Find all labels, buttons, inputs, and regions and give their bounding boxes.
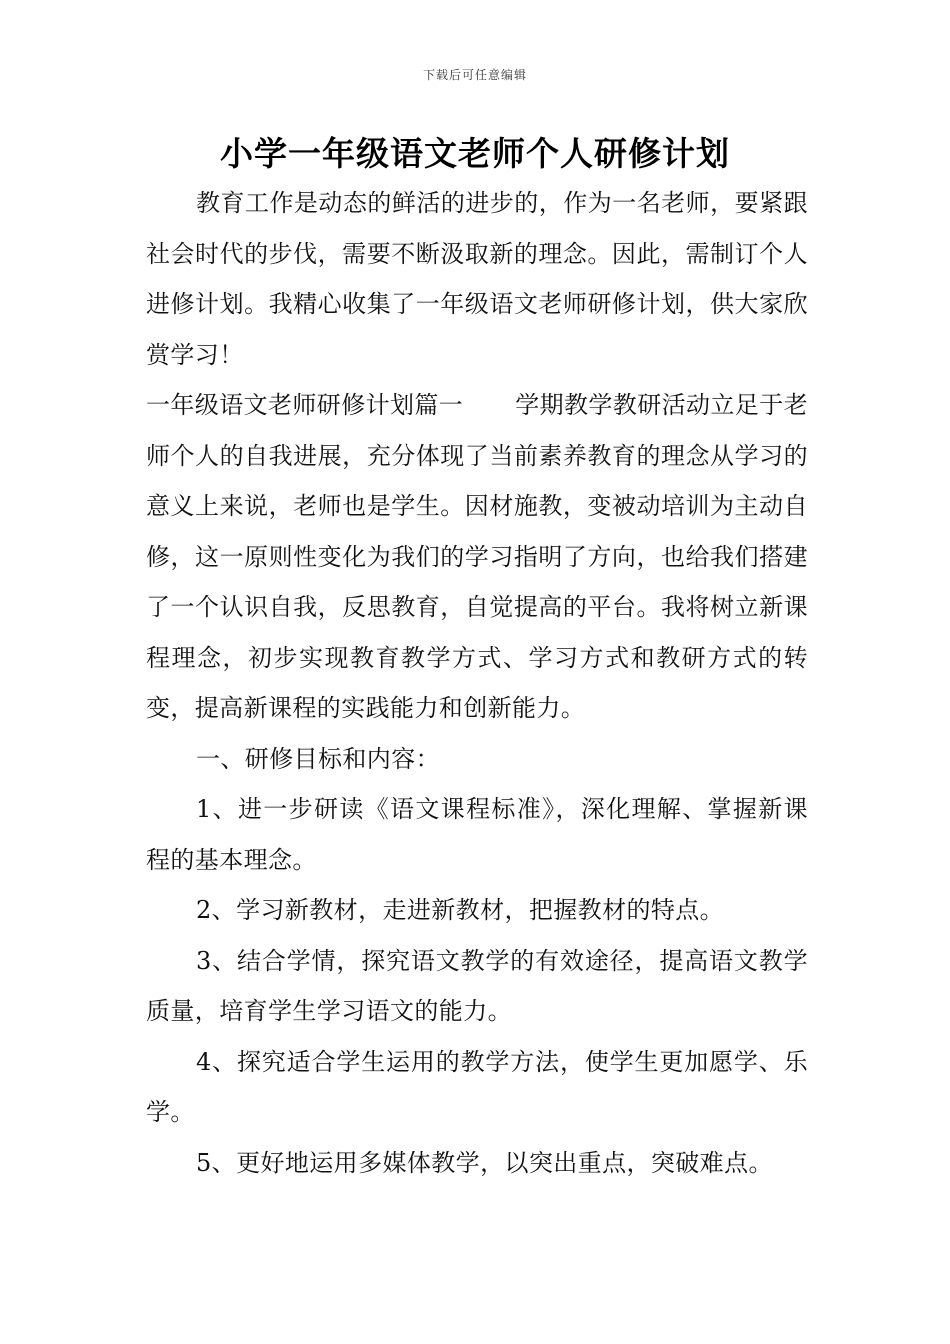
goals-heading: 一、研修目标和内容： xyxy=(196,744,440,773)
document-body xyxy=(146,178,808,1188)
goal-item-5: 5、更好地运用多媒体教学，以突出重点，突破难点。 xyxy=(196,1148,773,1177)
section-paragraph xyxy=(146,380,808,734)
goal-item-1: 1、进一步研读《语文课程标准》，深化理解、掌握新课程的基本理念。 xyxy=(146,795,808,874)
section-heading: 一年级语文老师研修计划篇一 xyxy=(146,391,464,419)
intro-paragraph: 教育工作是动态的鲜活的进步的，作为一名老师，要紧跟社会时代的步伐，需要不断汲取新的理念。因此，需制订个人进修计划。我精心收集了一年级语文老师研修计划，供大家欣赏学习！ xyxy=(146,189,808,369)
header-note: 下载后可任意编辑 xyxy=(422,68,527,82)
document-title: 小学一年级语文老师个人研修计划 xyxy=(220,134,730,173)
goal-item-4: 4、探究适合学生运用的教学方法，使学生更加愿学、乐学。 xyxy=(146,1047,808,1126)
goal-item-3: 3、结合学情，探究语文教学的有效途径，提高语文教学质量，培育学生学习语文的能力。 xyxy=(146,946,808,1025)
goal-item-2: 2、学习新教材，走进新教材，把握教材的特点。 xyxy=(196,896,725,924)
section-body: 学期教学教研活动立足于老师个人的自我进展，充分体现了当前素养教育的理念从学习的意义上来说，老师也是学生。因材施教，变被动培训为主动自修，这一原则性变化为我们的学习指明了方向，也给我们搭建了一个认识自我，反思教育，自觉提高的平台。我将树立新课程理念，初步实现教育教学方式、学习方式和教研方式的转变，提高新课程的实践能力和创新能力。 xyxy=(146,391,809,722)
